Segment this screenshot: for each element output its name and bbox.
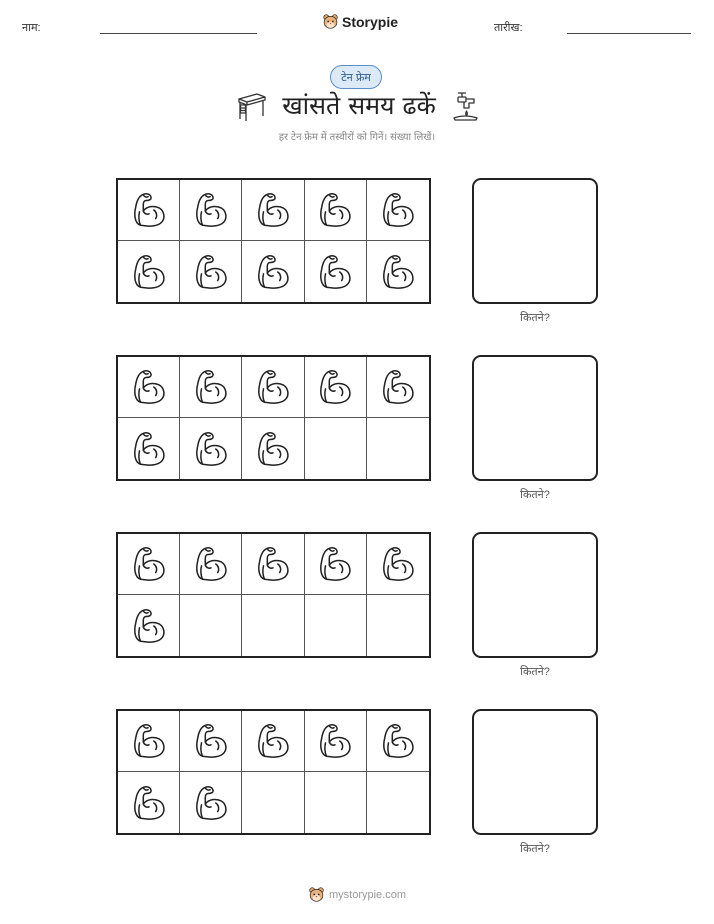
ten-frame-cell	[367, 418, 429, 479]
ten-frame-cell	[242, 180, 304, 241]
ten-frame-cell	[305, 711, 367, 772]
flexed-biceps-icon	[379, 190, 417, 230]
flexed-biceps-icon	[130, 429, 168, 469]
ten-frame-cell	[367, 711, 429, 772]
ten-frame-cell	[367, 241, 429, 302]
ten-frame-cell	[180, 357, 242, 418]
date-label: तारीख:	[494, 22, 523, 34]
ten-frame-cell	[180, 534, 242, 595]
faucet-icon	[450, 89, 480, 121]
ten-frame-cell	[242, 711, 304, 772]
flexed-biceps-icon	[379, 252, 417, 292]
brand-name: Storypie	[342, 13, 399, 30]
ten-frame-4	[116, 709, 431, 835]
ten-frame-cell	[242, 772, 304, 833]
ten-frame-cell	[180, 711, 242, 772]
answer-prompt-2: कितने?	[520, 489, 550, 501]
hamster-mascot-icon	[322, 13, 339, 30]
ten-frame-cell	[180, 241, 242, 302]
worksheet-title: खांसते समय ढकें	[282, 91, 436, 120]
flexed-biceps-icon	[316, 721, 354, 761]
flexed-biceps-icon	[130, 252, 168, 292]
ten-frame-cell	[367, 357, 429, 418]
flexed-biceps-icon	[254, 367, 292, 407]
hamster-mascot-icon	[308, 886, 325, 903]
ten-frame-cell	[180, 418, 242, 479]
flexed-biceps-icon	[379, 367, 417, 407]
flexed-biceps-icon	[130, 606, 168, 646]
footer	[0, 886, 714, 903]
brand-logo	[322, 13, 398, 30]
flexed-biceps-icon	[192, 721, 230, 761]
answer-box-4[interactable]	[472, 709, 598, 835]
desk-icon	[234, 88, 268, 122]
ten-frame-cell	[180, 772, 242, 833]
answer-prompt-3: कितने?	[520, 666, 550, 678]
flexed-biceps-icon	[192, 429, 230, 469]
answer-prompt-1: कितने?	[520, 312, 550, 324]
ten-frame-cell	[242, 241, 304, 302]
ten-frame-cell	[305, 180, 367, 241]
ten-frame-cell	[367, 595, 429, 656]
ten-frame-cell	[305, 534, 367, 595]
ten-frame-cell	[305, 772, 367, 833]
ten-frame-cell	[118, 357, 180, 418]
ten-frame-cell	[118, 595, 180, 656]
ten-frame-cell	[180, 180, 242, 241]
flexed-biceps-icon	[130, 190, 168, 230]
ten-frame-cell	[305, 357, 367, 418]
flexed-biceps-icon	[130, 544, 168, 584]
flexed-biceps-icon	[254, 252, 292, 292]
ten-frame-cell	[118, 711, 180, 772]
ten-frame-cell	[367, 772, 429, 833]
title-row	[0, 88, 714, 122]
flexed-biceps-icon	[254, 190, 292, 230]
flexed-biceps-icon	[316, 252, 354, 292]
flexed-biceps-icon	[192, 367, 230, 407]
flexed-biceps-icon	[254, 544, 292, 584]
ten-frame-cell	[242, 534, 304, 595]
name-line[interactable]	[100, 33, 257, 34]
flexed-biceps-icon	[316, 190, 354, 230]
ten-frame-cell	[305, 241, 367, 302]
ten-frame-cell	[118, 418, 180, 479]
flexed-biceps-icon	[130, 367, 168, 407]
ten-frame-cell	[118, 534, 180, 595]
flexed-biceps-icon	[316, 544, 354, 584]
ten-frame-cell	[118, 180, 180, 241]
flexed-biceps-icon	[130, 783, 168, 823]
date-line[interactable]	[567, 33, 691, 34]
flexed-biceps-icon	[192, 252, 230, 292]
worksheet-instructions: हर टेन फ्रेम में तस्वीरों को गिनें। संख्या लिखें।	[278, 132, 436, 143]
worksheet-type-badge: टेन फ्रेम	[330, 65, 382, 89]
ten-frame-cell	[305, 595, 367, 656]
flexed-biceps-icon	[379, 544, 417, 584]
ten-frame-cell	[242, 418, 304, 479]
ten-frame-cell	[180, 595, 242, 656]
ten-frame-cell	[367, 180, 429, 241]
flexed-biceps-icon	[130, 721, 168, 761]
ten-frame-3	[116, 532, 431, 658]
name-label: नाम:	[22, 22, 41, 34]
ten-frame-cell	[242, 595, 304, 656]
answer-box-1[interactable]	[472, 178, 598, 304]
answer-box-3[interactable]	[472, 532, 598, 658]
flexed-biceps-icon	[379, 721, 417, 761]
flexed-biceps-icon	[192, 190, 230, 230]
ten-frame-cell	[118, 241, 180, 302]
flexed-biceps-icon	[316, 367, 354, 407]
footer-url: mystorypie.com	[328, 888, 407, 901]
ten-frame-cell	[242, 357, 304, 418]
ten-frame-2	[116, 355, 431, 481]
ten-frame-cell	[305, 418, 367, 479]
ten-frame-cell	[118, 772, 180, 833]
ten-frame-1	[116, 178, 431, 304]
answer-box-2[interactable]	[472, 355, 598, 481]
flexed-biceps-icon	[192, 783, 230, 823]
ten-frame-cell	[367, 534, 429, 595]
answer-prompt-4: कितने?	[520, 843, 550, 855]
flexed-biceps-icon	[192, 544, 230, 584]
flexed-biceps-icon	[254, 429, 292, 469]
flexed-biceps-icon	[254, 721, 292, 761]
